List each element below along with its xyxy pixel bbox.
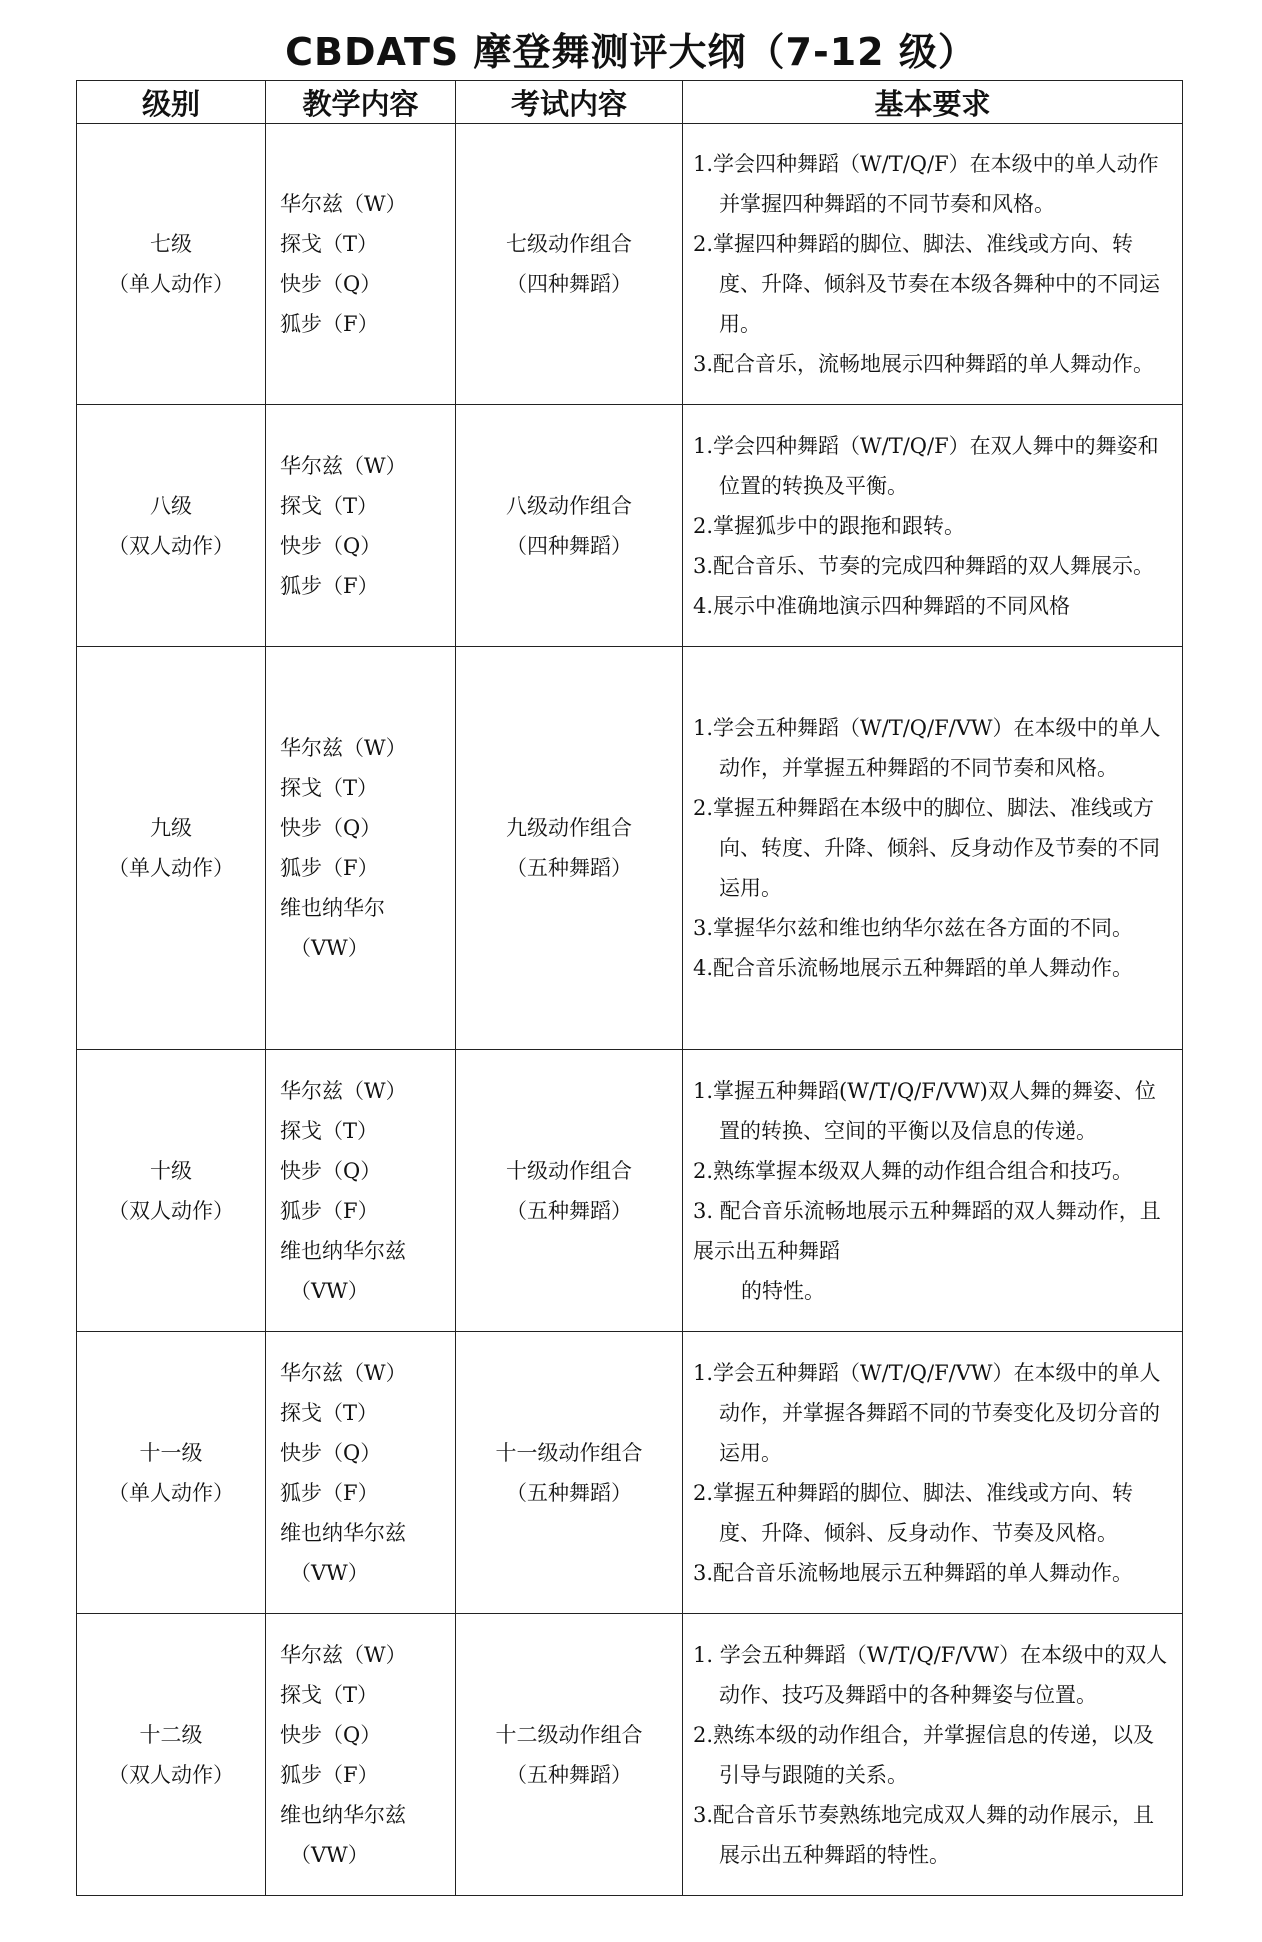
exam-scope: （五种舞蹈）	[506, 1480, 632, 1505]
requirements-cell	[683, 647, 1183, 1050]
teaching-cell	[266, 1050, 456, 1332]
teaching-item: 狐步（F）	[280, 573, 379, 598]
requirement-item: 3. 配合音乐流畅地展示五种舞蹈的双人舞动作，且展示出五种舞蹈	[693, 1198, 1161, 1263]
header-level: 级别	[77, 81, 266, 124]
teaching-item: 快步（Q）	[280, 1158, 382, 1183]
teaching-item: 探戈（T）	[280, 232, 379, 256]
exam-name: 八级动作组合	[506, 493, 632, 518]
teaching-item: 探戈（T）	[280, 1118, 379, 1143]
teaching-item: 狐步（F）	[280, 856, 379, 880]
exam-cell	[456, 1614, 683, 1896]
requirement-item: 3.掌握华尔兹和维也纳华尔兹在各方面的不同。	[693, 916, 1134, 940]
teaching-item: 狐步（F）	[280, 1480, 379, 1505]
teaching-item: （VW）	[290, 1842, 369, 1867]
requirement-item: 2.掌握五种舞蹈在本级中的脚位、脚法、准线或方向、转度、升降、倾斜、反身动作及节奏的不同运用。	[693, 796, 1160, 900]
teaching-item: 华尔兹（W）	[280, 1642, 407, 1667]
requirements-cell	[683, 1614, 1183, 1896]
requirement-item: 2.掌握四种舞蹈的脚位、脚法、准线或方向、转度、升降、倾斜及节奏在本级各舞种中的不同运用。	[693, 232, 1160, 336]
teaching-item: 华尔兹（W）	[280, 192, 407, 216]
teaching-cell	[266, 124, 456, 405]
teaching-item: 狐步（F）	[280, 312, 379, 336]
requirements-cell	[683, 1050, 1183, 1332]
requirement-item: 2.熟练掌握本级双人舞的动作组合组合和技巧。	[693, 1158, 1134, 1183]
teaching-item: 快步（Q）	[280, 1440, 382, 1465]
level-name: 十二级	[139, 1722, 203, 1747]
requirement-item: 3.配合音乐流畅地展示五种舞蹈的单人舞动作。	[693, 1560, 1134, 1585]
teaching-item: （VW）	[290, 1278, 369, 1303]
requirements-cell	[683, 124, 1183, 405]
requirement-item: 1.掌握五种舞蹈(W/T/Q/F/VW)双人舞的舞姿、位置的转换、空间的平衡以及信息的传递。	[693, 1078, 1156, 1143]
teaching-item: 维也纳华尔兹	[280, 1520, 406, 1545]
requirement-item: 的特性。	[741, 1278, 825, 1303]
teaching-item: 华尔兹（W）	[280, 1360, 407, 1385]
syllabus-table	[76, 80, 1183, 1896]
level-name: 十一级	[139, 1440, 203, 1465]
level-type: （双人动作）	[108, 1198, 234, 1223]
exam-cell	[456, 124, 683, 405]
level-cell	[77, 1614, 266, 1896]
exam-scope: （五种舞蹈）	[506, 1762, 632, 1787]
exam-name: 十一级动作组合	[495, 1440, 643, 1465]
table-row	[77, 1614, 1183, 1896]
teaching-item: 维也纳华尔兹	[280, 1238, 406, 1263]
exam-scope: （四种舞蹈）	[506, 272, 632, 296]
header-exam: 考试内容	[456, 81, 683, 124]
level-name: 十级	[150, 1158, 192, 1183]
teaching-cell	[266, 1332, 456, 1614]
teaching-item: 快步（Q）	[280, 533, 382, 558]
exam-cell	[456, 1050, 683, 1332]
teaching-item: 狐步（F）	[280, 1198, 379, 1223]
teaching-item: 快步（Q）	[280, 272, 382, 296]
teaching-item: 维也纳华尔兹	[280, 1802, 406, 1827]
teaching-item: （VW）	[290, 936, 369, 960]
exam-cell	[456, 1332, 683, 1614]
requirement-item: 2.掌握五种舞蹈的脚位、脚法、准线或方向、转度、升降、倾斜、反身动作、节奏及风格。	[693, 1480, 1134, 1545]
teaching-item: 探戈（T）	[280, 776, 379, 800]
level-name: 九级	[150, 816, 192, 840]
exam-name: 十级动作组合	[506, 1158, 632, 1183]
requirement-item: 1.学会五种舞蹈（W/T/Q/F/VW）在本级中的单人动作，并掌握各舞蹈不同的节奏变化及切分音的运用。	[693, 1360, 1161, 1465]
teaching-item: 快步（Q）	[280, 1722, 382, 1747]
requirement-item: 1.学会四种舞蹈（W/T/Q/F）在本级中的单人动作并掌握四种舞蹈的不同节奏和风格。	[693, 152, 1159, 216]
exam-name: 十二级动作组合	[495, 1722, 643, 1747]
requirement-item: 3.配合音乐节奏熟练地完成双人舞的动作展示，且展示出五种舞蹈的特性。	[693, 1802, 1155, 1867]
exam-scope: （四种舞蹈）	[506, 533, 632, 558]
table-row	[77, 1050, 1183, 1332]
teaching-item: 狐步（F）	[280, 1762, 379, 1787]
exam-cell	[456, 405, 683, 647]
teaching-cell	[266, 405, 456, 647]
requirement-item: 4.展示中准确地演示四种舞蹈的不同风格	[693, 593, 1071, 618]
teaching-item: 维也纳华尔	[280, 896, 385, 920]
teaching-item: 华尔兹（W）	[280, 736, 407, 760]
level-cell	[77, 124, 266, 405]
level-type: （双人动作）	[108, 1762, 234, 1787]
exam-name: 七级动作组合	[506, 232, 632, 256]
level-type: （双人动作）	[108, 533, 234, 558]
page-title: CBDATS 摩登舞测评大纲（7-12 级）	[285, 30, 977, 74]
requirement-item: 1. 学会五种舞蹈（W/T/Q/F/VW）在本级中的双人动作、技巧及舞蹈中的各种舞姿与位置。	[693, 1642, 1168, 1707]
table-header-row	[77, 81, 1183, 124]
teaching-cell	[266, 1614, 456, 1896]
teaching-item: 华尔兹（W）	[280, 1078, 407, 1103]
teaching-cell	[266, 647, 456, 1050]
requirements-cell	[683, 1332, 1183, 1614]
exam-cell	[456, 647, 683, 1050]
teaching-item: 快步（Q）	[280, 816, 382, 840]
level-name: 七级	[150, 232, 192, 256]
requirement-item: 2.熟练本级的动作组合，并掌握信息的传递，以及引导与跟随的关系。	[693, 1722, 1155, 1787]
level-name: 八级	[150, 493, 192, 518]
exam-name: 九级动作组合	[506, 816, 632, 840]
level-cell	[77, 647, 266, 1050]
table-row	[77, 405, 1183, 647]
teaching-item: （VW）	[290, 1560, 369, 1585]
requirement-item: 2.掌握狐步中的跟拖和跟转。	[693, 513, 966, 538]
requirement-item: 1.学会四种舞蹈（W/T/Q/F）在双人舞中的舞姿和位置的转换及平衡。	[693, 433, 1159, 498]
level-cell	[77, 1050, 266, 1332]
teaching-item: 探戈（T）	[280, 493, 379, 518]
level-type: （单人动作）	[108, 856, 234, 880]
requirement-item: 1.学会五种舞蹈（W/T/Q/F/VW）在本级中的单人动作，并掌握五种舞蹈的不同节奏和风格。	[693, 716, 1161, 780]
requirement-item: 3.配合音乐、节奏的完成四种舞蹈的双人舞展示。	[693, 553, 1155, 578]
header-requirements: 基本要求	[683, 81, 1183, 124]
table-row	[77, 647, 1183, 1050]
exam-scope: （五种舞蹈）	[506, 856, 632, 880]
table-row	[77, 1332, 1183, 1614]
level-type: （单人动作）	[108, 272, 234, 296]
level-cell	[77, 405, 266, 647]
teaching-item: 华尔兹（W）	[280, 453, 407, 478]
header-teaching: 教学内容	[266, 81, 456, 124]
exam-scope: （五种舞蹈）	[506, 1198, 632, 1223]
level-type: （单人动作）	[108, 1480, 234, 1505]
table-row	[77, 124, 1183, 405]
requirement-item: 3.配合音乐，流畅地展示四种舞蹈的单人舞动作。	[693, 352, 1155, 376]
teaching-item: 探戈（T）	[280, 1682, 379, 1707]
requirements-cell	[683, 405, 1183, 647]
level-cell	[77, 1332, 266, 1614]
teaching-item: 探戈（T）	[280, 1400, 379, 1425]
requirement-item: 4.配合音乐流畅地展示五种舞蹈的单人舞动作。	[693, 956, 1134, 980]
